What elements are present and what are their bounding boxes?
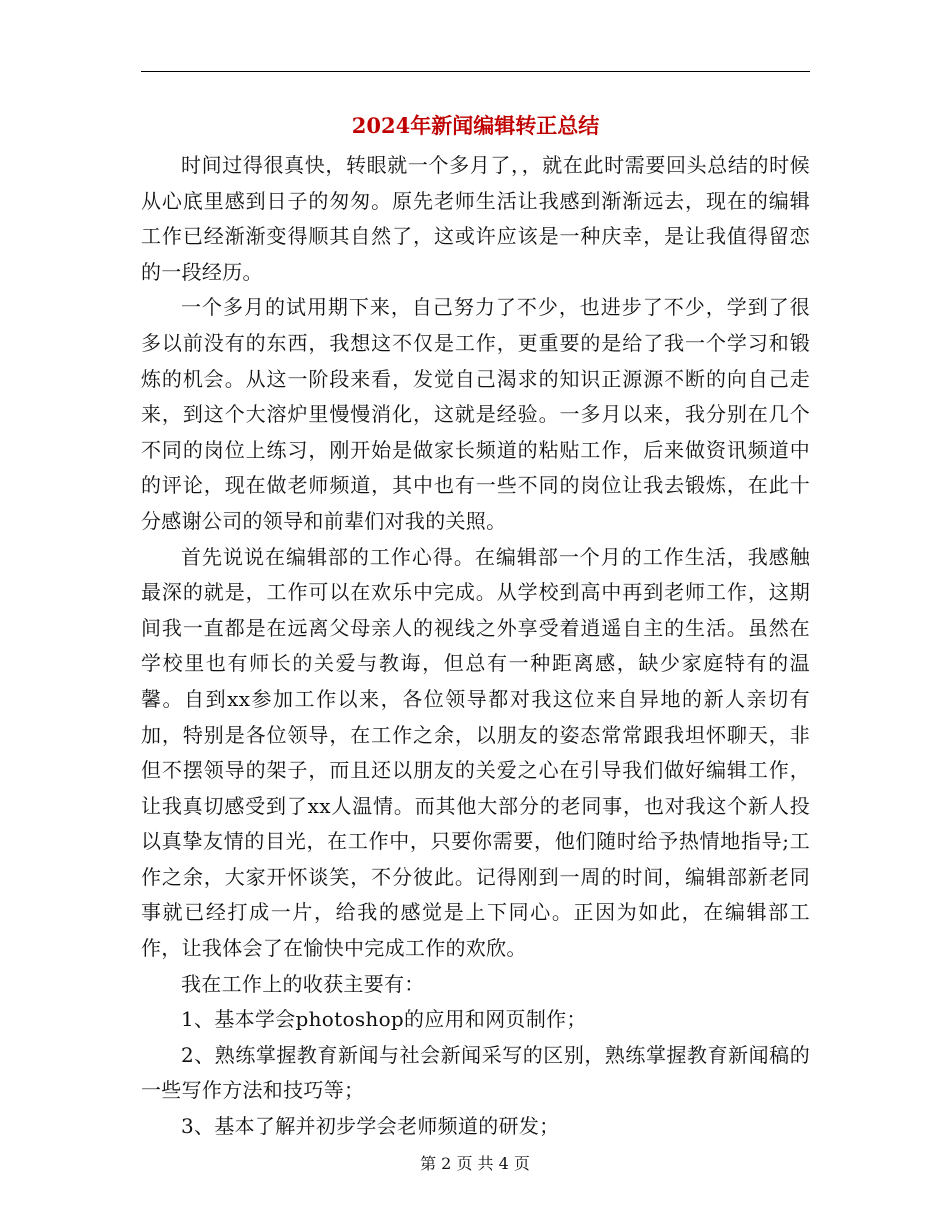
paragraph-2: 一个多月的试用期下来，自己努力了不少，也进步了不少，学到了很多以前没有的东西，我想这不仅是工作，更重要的是给了我一个学习和锻炼的机会。从这一阶段来看，发觉自己渴求的知识正源源不断的向自己走来，到这个大溶炉里慢慢消化，这就是经验。一多月以来，我分别在几个不同的岗位上练习，刚开始是做家长频道的粘贴工作，后来做资讯频道中的评论，现在做老师频道，其中也有一些不同的岗位让我去锻炼，在此十分感谢公司的领导和前辈们对我的关照。	[141, 295, 810, 533]
paragraph-4: 我在工作上的收获主要有：	[181, 971, 425, 996]
paragraph-1: 时间过得很真快，转眼就一个多月了，，就在此时需要回头总结的时候从心底里感到日子的匆匆。原先老师生活让我感到渐渐远去，现在的编辑工作已经渐渐变得顺其自然了，这或许应该是一种庆幸，是让我值得留恋的一段经历。	[141, 153, 810, 284]
list-item-2: 2、熟练掌握教育新闻与社会新闻采写的区别，熟练掌握教育新闻稿的一些写作方法和技巧等；	[141, 1042, 810, 1103]
document-body	[141, 148, 810, 1145]
paragraph-3: 首先说说在编辑部的工作心得。在编辑部一个月的工作生活，我感触最深的就是，工作可以在欢乐中完成。从学校到高中再到老师工作，这期间我一直都是在远离父母亲人的视线之外享受着逍遥自主的生活。虽然在学校里也有师长的关爱与教诲，但总有一种距离感，缺少家庭特有的温馨。自到xx参加工作以来，各位领导都对我这位来自异地的新人亲切有加，特别是各位领导，在工作之余，以朋友的姿态常常跟我坦怀聊天，非但不摆领导的架子，而且还以朋友的关爱之心在引导我们做好编辑工作，让我真切感受到了xx人温情。而其他大部分的老同事，也对我这个新人投以真挚友情的目光，在工作中，只要你需要，他们随时给予热情地指导;工作之余，大家开怀谈笑，不分彼此。记得刚到一周的时间，编辑部新老同事就已经打成一片，给我的感觉是上下同心。正因为如此，在编辑部工作，让我体会了在愉快中完成工作的欢欣。	[141, 544, 810, 961]
page-footer: 第 2 页 共 4 页	[420, 1154, 530, 1173]
page-title: 2024年新闻编辑转正总结	[351, 113, 600, 138]
header-rule	[141, 71, 810, 72]
list-item-3: 3、基本了解并初步学会老师频道的研发；	[181, 1114, 560, 1139]
list-item-1: 1、基本学会photoshop的应用和网页制作；	[181, 1007, 587, 1032]
